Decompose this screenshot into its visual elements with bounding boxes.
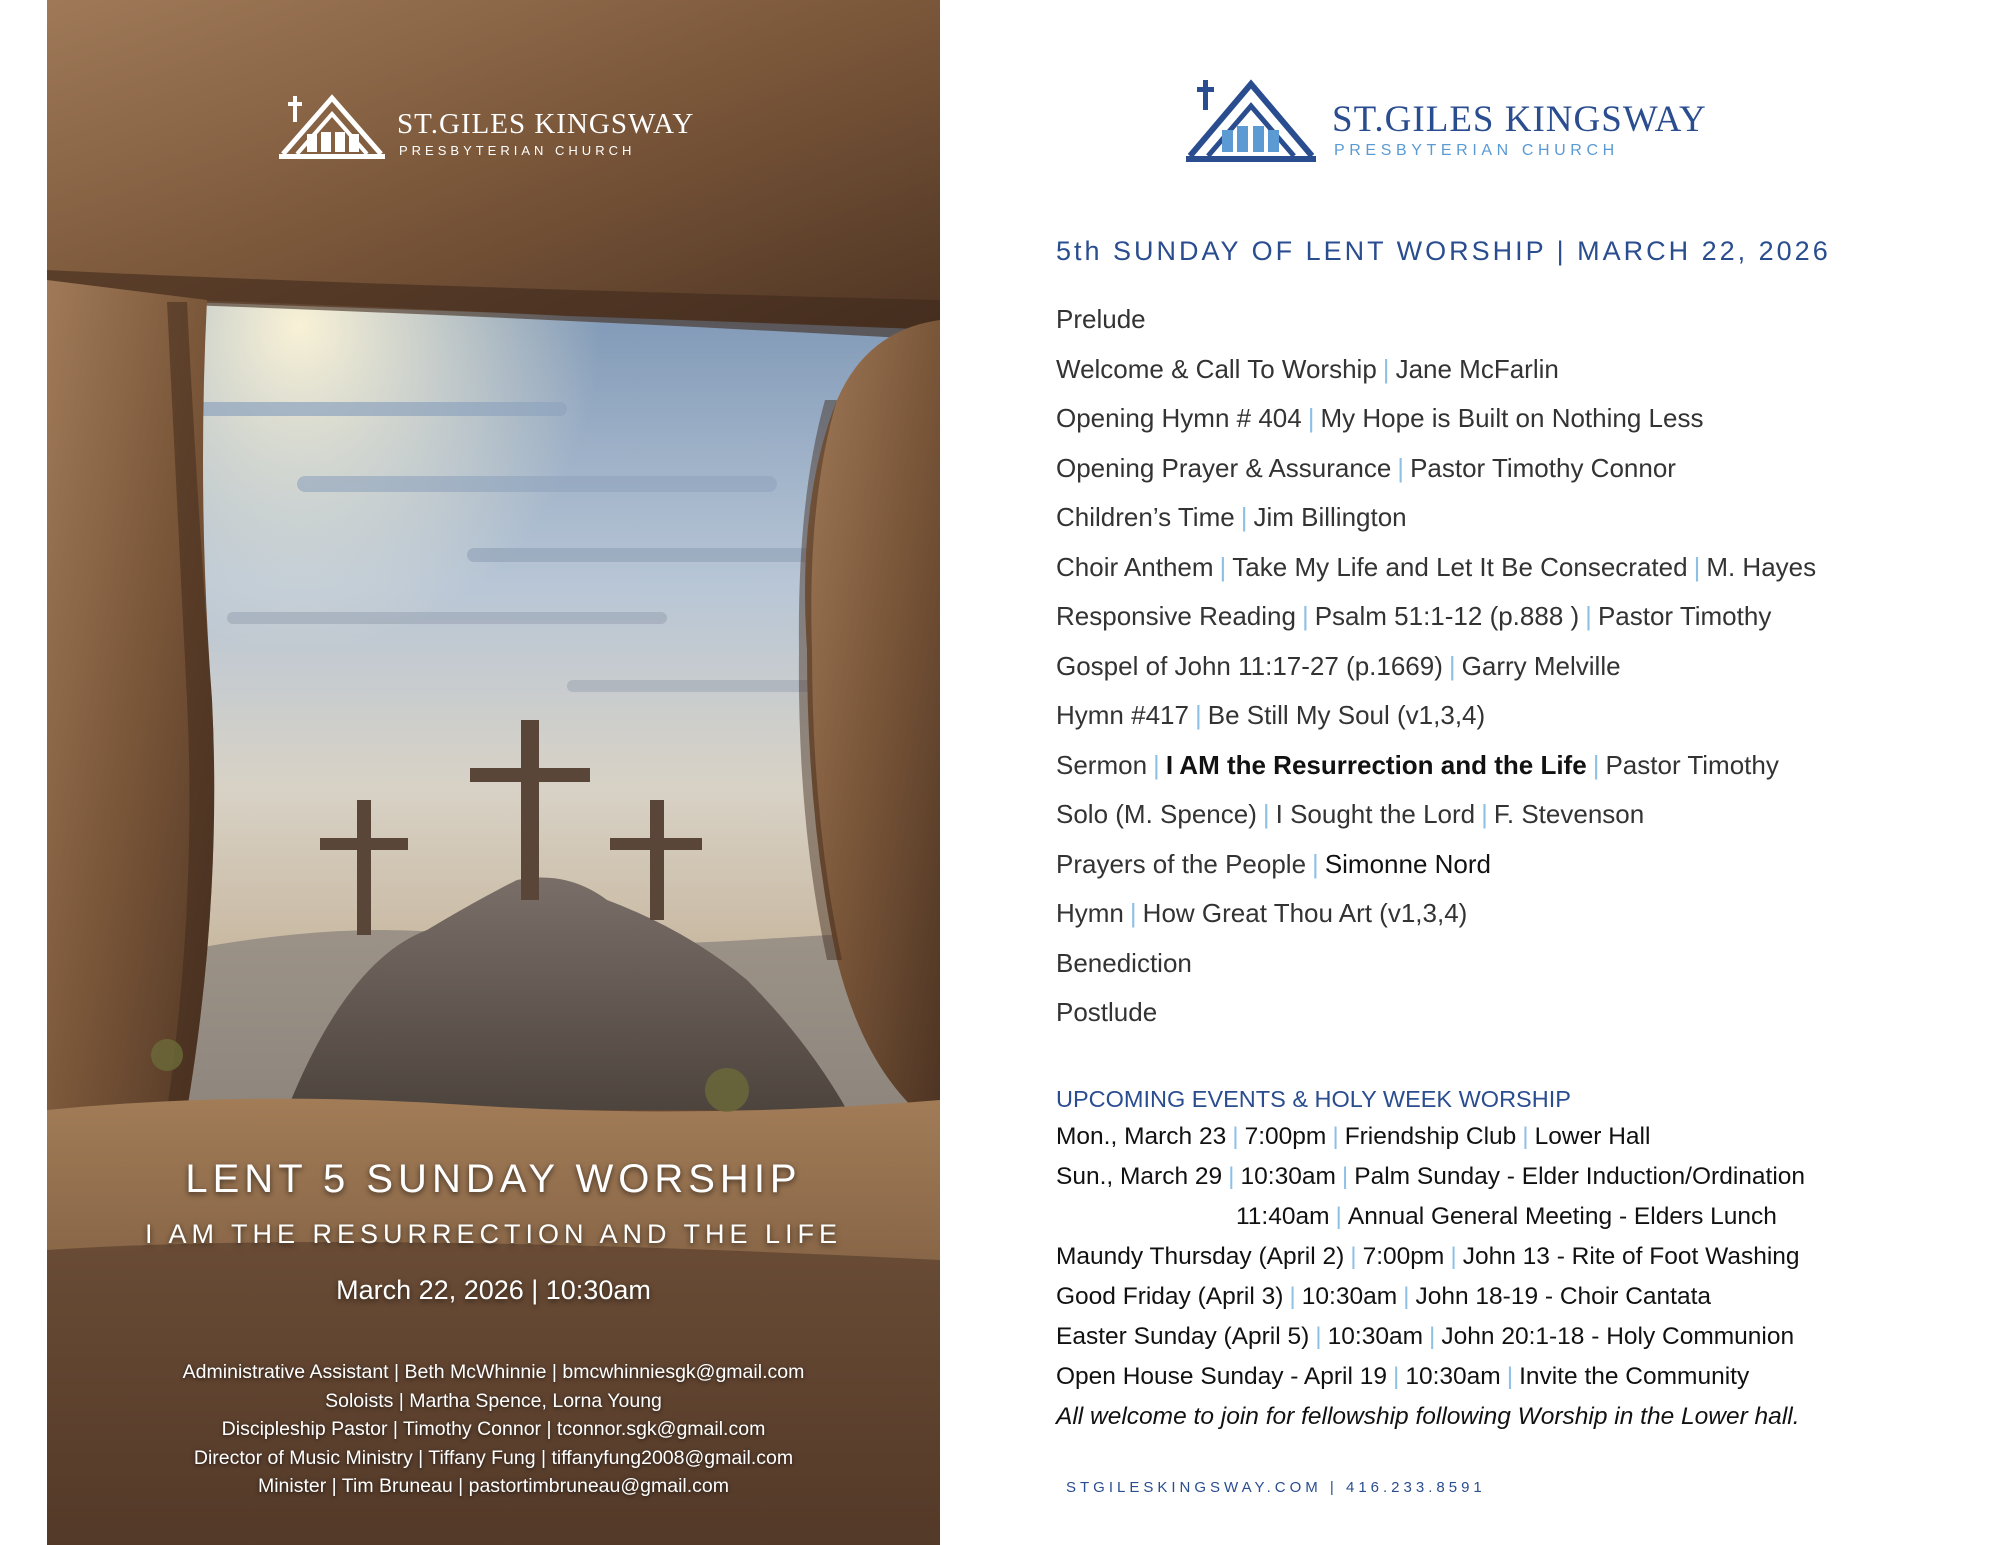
worship-heading: 5th SUNDAY OF LENT WORSHIP | MARCH 22, 2026 <box>1056 236 1831 266</box>
church-logo-right <box>1186 76 1746 166</box>
staff-line: Minister | Tim Bruneau | pastortimbruneau@gmail.com <box>257 1475 730 1497</box>
church-logo-left <box>279 92 695 164</box>
order-item-solo: Solo (M. Spence) | I Sought the Lord | F. Stevenson <box>1056 799 1645 829</box>
cover-subtitle: I AM THE RESURRECTION AND THE LIFE <box>144 1219 843 1249</box>
staff-line: Discipleship Pastor | Timothy Connor | tconnor.sgk@gmail.com <box>221 1418 766 1440</box>
order-item-prayers: Prayers of the People | Simonne Nord <box>1056 848 1492 879</box>
program-panel <box>940 0 2000 1545</box>
event-row: Easter Sunday (April 5) | 10:30am | John 20:1-18 - Holy Communion <box>1056 1323 1795 1350</box>
order-item-postlude: Postlude <box>1056 997 1158 1027</box>
staff-list <box>47 1358 940 1501</box>
order-of-service <box>1056 302 1956 1045</box>
events-heading: UPCOMING EVENTS & HOLY WEEK WORSHIP <box>1056 1086 1571 1112</box>
church-logo-icon <box>1186 76 1316 164</box>
staff-line: Director of Music Ministry | Tiffany Fung | tiffanyfung2008@gmail.com <box>193 1446 794 1469</box>
event-row: 11:40am | Annual General Meeting - Elders Lunch <box>1236 1203 1777 1230</box>
cover-title: LENT 5 SUNDAY WORSHIP <box>185 1157 802 1201</box>
order-item-welcome: Welcome & Call To Worship | Jane McFarlin <box>1056 353 1559 384</box>
church-name: ST.GILES KINGSWAY <box>1332 99 1707 140</box>
cover-panel <box>47 0 940 1545</box>
tomb-scene-image <box>47 0 940 1545</box>
church-logo-icon <box>279 92 385 162</box>
cross-left <box>357 800 371 935</box>
event-row: Mon., March 23 | 7:00pm | Friendship Club | Lower Hall <box>1056 1123 1651 1150</box>
event-row: Sun., March 29 | 10:30am | Palm Sunday - Elder Induction/Ordination <box>1056 1163 1806 1190</box>
order-item-choir-anthem: Choir Anthem | Take My Life and Let It Be Consecrated | M. Hayes <box>1056 551 1817 582</box>
order-item-childrens-time: Children’s Time | Jim Billington <box>1056 502 1407 532</box>
order-item-opening-prayer: Opening Prayer & Assurance | Pastor Timothy Connor <box>1056 452 1676 483</box>
order-item-responsive-reading: Responsive Reading | Psalm 51:1-12 (p.888 ) | Pastor Timothy <box>1056 601 1772 631</box>
event-row: Maundy Thursday (April 2) | 7:00pm | John 13 - Rite of Foot Washing <box>1056 1243 1800 1270</box>
footer-contact: STGILESKINGSWAY.COM | 416.233.8591 <box>1066 1479 1486 1496</box>
cross-center <box>521 720 539 900</box>
church-subtitle: PRESBYTERIAN CHURCH <box>399 143 636 158</box>
order-item-benediction: Benediction <box>1056 947 1192 978</box>
order-item-gospel: Gospel of John 11:17-27 (p.1669) | Garry Melville <box>1056 650 1621 681</box>
order-item-hymn: Hymn | How Great Thou Art (v1,3,4) <box>1056 898 1468 928</box>
events-note: All welcome to join for fellowship following Worship in the Lower hall. <box>1056 1403 1800 1430</box>
staff-line: Soloists | Martha Spence, Lorna Young <box>325 1389 662 1412</box>
staff-line: Administrative Assistant | Beth McWhinnie | bmcwhinniesgk@gmail.com <box>182 1361 805 1383</box>
events-list <box>1056 1121 1956 1401</box>
order-item-prelude: Prelude <box>1056 304 1146 334</box>
cross-right <box>650 800 664 920</box>
cover-date: March 22, 2026 | 10:30am <box>336 1275 651 1305</box>
event-row: Open House Sunday - April 19 | 10:30am | Invite the Community <box>1056 1363 1750 1390</box>
order-item-sermon: Sermon | I AM the Resurrection and the Life | Pastor Timothy <box>1056 749 1779 780</box>
event-row: Good Friday (April 3) | 10:30am | John 18-19 - Choir Cantata <box>1056 1283 1712 1310</box>
church-name: ST.GILES KINGSWAY <box>397 108 695 140</box>
order-item-hymn-417: Hymn #417 | Be Still My Soul (v1,3,4) <box>1056 700 1486 730</box>
order-item-opening-hymn: Opening Hymn # 404 | My Hope is Built on Nothing Less <box>1056 403 1704 433</box>
church-subtitle: PRESBYTERIAN CHURCH <box>1334 142 1619 159</box>
